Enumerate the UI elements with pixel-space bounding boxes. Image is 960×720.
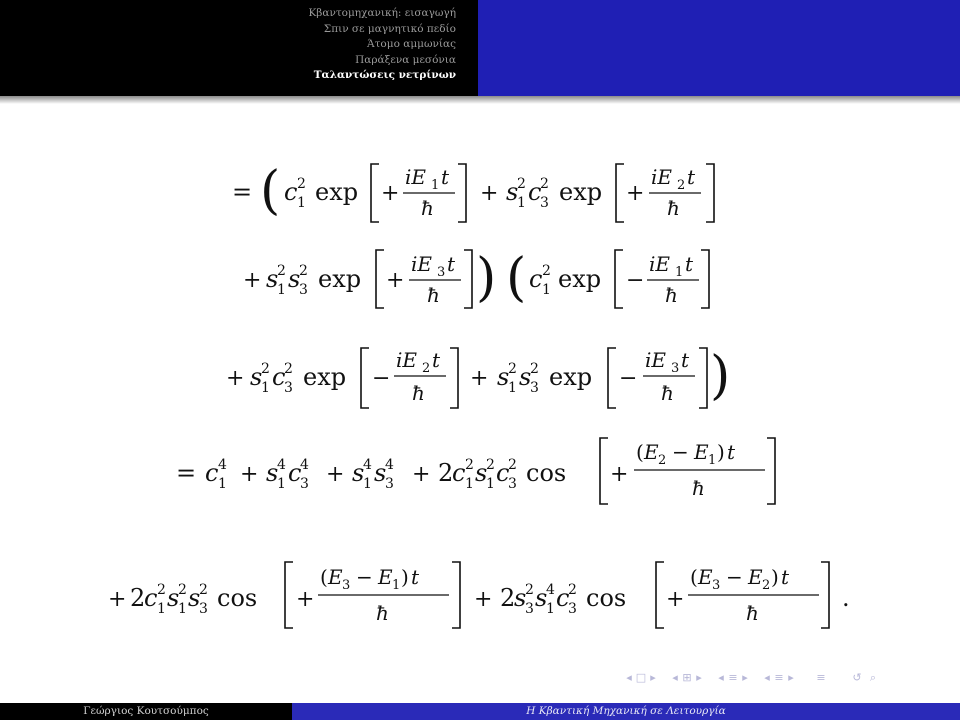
nav-right-icon[interactable]: ▸ (650, 671, 656, 684)
svg-text:E: E (748, 565, 763, 589)
svg-text:ħ: ħ (412, 381, 425, 405)
equation-line-1 (232, 161, 714, 222)
svg-text:+: + (381, 181, 400, 206)
svg-text:2: 2 (261, 361, 270, 377)
svg-text:ħ: ħ (746, 601, 759, 625)
svg-text:2: 2 (422, 361, 431, 376)
svg-text:): ) (717, 440, 725, 464)
section-right-icon[interactable]: ▸ (742, 671, 748, 684)
svg-text:2: 2 (525, 582, 534, 598)
svg-text:iE: iE (651, 165, 672, 189)
svg-text:+: + (296, 587, 315, 612)
svg-text:s: s (374, 459, 387, 487)
svg-text:2: 2 (500, 584, 516, 612)
svg-text:−: − (626, 268, 645, 293)
svg-text:3: 3 (671, 361, 680, 376)
svg-text:(: ( (636, 440, 644, 464)
svg-text:ħ: ħ (667, 196, 680, 220)
svg-text:1: 1 (363, 476, 372, 492)
svg-text:1: 1 (297, 195, 306, 211)
svg-text:s: s (514, 584, 527, 612)
subsection-right-icon[interactable]: ▸ (696, 671, 702, 684)
svg-text:t: t (685, 252, 694, 276)
footer-author: Γεώργιος Κουτσούμπος (0, 703, 292, 720)
svg-text:3: 3 (300, 476, 309, 492)
svg-text:+: + (108, 587, 127, 612)
svg-text:cos: cos (586, 584, 627, 612)
svg-text:t: t (441, 165, 450, 189)
svg-text:1: 1 (218, 476, 227, 492)
nav-item-kaons[interactable]: Παράξενα μεσόνια (355, 53, 456, 66)
svg-text:3: 3 (284, 380, 293, 396)
beamer-navigation-controls (622, 671, 952, 687)
svg-text:2: 2 (677, 178, 686, 193)
svg-text:s: s (266, 459, 279, 487)
svg-text:3: 3 (712, 578, 721, 593)
subsection-icon[interactable]: ⊞ (682, 671, 692, 684)
svg-text:s: s (497, 363, 510, 391)
svg-text:+: + (226, 366, 245, 391)
svg-text:s: s (288, 265, 301, 293)
subsection-left-icon[interactable]: ◂ (672, 671, 678, 684)
svg-text:4: 4 (546, 582, 555, 598)
doc-left-icon[interactable]: ◂ (764, 671, 770, 684)
svg-text:−: − (356, 565, 373, 589)
svg-text:E: E (698, 565, 713, 589)
svg-text:ħ: ħ (376, 601, 389, 625)
svg-text:1: 1 (277, 282, 286, 298)
svg-text:+: + (610, 462, 629, 487)
svg-text:−: − (672, 440, 689, 464)
slide-header (0, 0, 960, 96)
svg-text:s: s (506, 178, 519, 206)
svg-text:1: 1 (261, 380, 270, 396)
svg-text:2: 2 (438, 459, 454, 487)
nav-item-spin[interactable]: Σπιν σε μαγνητικό πεδίο (323, 22, 456, 35)
svg-text:4: 4 (300, 457, 309, 473)
svg-text:t: t (447, 252, 456, 276)
equation-line-2 (243, 248, 709, 308)
svg-text:−: − (372, 366, 391, 391)
svg-text:s: s (188, 584, 201, 612)
svg-text:3: 3 (530, 380, 539, 396)
svg-text:1: 1 (708, 453, 717, 468)
svg-text:c: c (272, 363, 286, 391)
svg-text:2: 2 (199, 582, 208, 598)
svg-text:s: s (519, 363, 532, 391)
svg-text:c: c (496, 459, 510, 487)
svg-text:): ) (476, 248, 497, 308)
doc-icon[interactable]: ≡ (774, 671, 784, 684)
svg-text:s: s (352, 459, 365, 487)
svg-text:2: 2 (508, 361, 517, 377)
svg-text:1: 1 (508, 380, 517, 396)
cos-function: cos (217, 584, 258, 612)
equation-block (0, 104, 960, 664)
svg-text:c: c (205, 459, 219, 487)
svg-text:−: − (726, 565, 743, 589)
svg-text:2: 2 (568, 582, 577, 598)
svg-text:+: + (666, 587, 685, 612)
svg-text:E: E (644, 440, 659, 464)
svg-text:c: c (144, 584, 158, 612)
svg-text:+: + (480, 181, 499, 206)
svg-text:2: 2 (530, 361, 539, 377)
svg-text:2: 2 (299, 263, 308, 279)
svg-text:3: 3 (525, 601, 534, 617)
equation-line-5 (108, 562, 850, 628)
section-left-icon[interactable]: ◂ (718, 671, 724, 684)
equation-line-3 (226, 346, 730, 408)
nav-item-intro[interactable]: Κβαντομηχανική: εισαγωγή (308, 7, 456, 19)
svg-text:1: 1 (486, 476, 495, 492)
svg-text:=: = (232, 178, 253, 206)
svg-text:t: t (727, 440, 736, 464)
svg-text:3: 3 (437, 265, 446, 280)
svg-text:c: c (528, 178, 542, 206)
svg-text:t: t (411, 565, 420, 589)
svg-text:exp: exp (315, 178, 359, 206)
svg-text:+: + (412, 462, 431, 487)
svg-text:s: s (475, 459, 488, 487)
svg-text:4: 4 (385, 457, 394, 473)
svg-text:−: − (619, 366, 638, 391)
svg-text:1: 1 (517, 195, 526, 211)
slide-footer (0, 703, 960, 720)
svg-text:): ) (771, 565, 779, 589)
svg-text:c: c (556, 584, 570, 612)
svg-text:2: 2 (508, 457, 517, 473)
svg-text:ħ: ħ (665, 283, 678, 307)
svg-text:iE: iE (405, 165, 426, 189)
svg-text:1: 1 (392, 578, 401, 593)
svg-text:ħ: ħ (661, 381, 674, 405)
svg-text:2: 2 (486, 457, 495, 473)
svg-text:ħ: ħ (692, 476, 705, 500)
svg-text:t: t (432, 348, 441, 372)
svg-text:1: 1 (542, 282, 551, 298)
svg-text:E: E (694, 440, 709, 464)
svg-text:3: 3 (299, 282, 308, 298)
svg-text:s: s (167, 584, 180, 612)
svg-text:2: 2 (157, 582, 166, 598)
undo-icon[interactable]: ↺ (852, 671, 862, 684)
svg-text:+: + (474, 587, 493, 612)
svg-text:E: E (378, 565, 393, 589)
svg-text:exp: exp (549, 363, 593, 391)
svg-text:1: 1 (546, 601, 555, 617)
svg-text:ħ: ħ (427, 283, 440, 307)
section-icon[interactable]: ≡ (728, 671, 738, 684)
svg-text:1: 1 (157, 601, 166, 617)
svg-text:c: c (288, 459, 302, 487)
svg-text:3: 3 (540, 195, 549, 211)
svg-text:2: 2 (178, 582, 187, 598)
svg-text:exp: exp (558, 265, 602, 293)
svg-text:2: 2 (284, 361, 293, 377)
frame-icon[interactable]: □ (635, 671, 647, 684)
svg-text:2: 2 (762, 578, 771, 593)
svg-text:t: t (681, 348, 690, 372)
svg-text:1: 1 (277, 476, 286, 492)
svg-text:exp: exp (318, 265, 362, 293)
svg-text:+: + (470, 366, 489, 391)
svg-text:exp: exp (559, 178, 603, 206)
header-nav-panel (0, 0, 478, 96)
align-icon[interactable]: ≡ (816, 671, 826, 684)
svg-text:exp: exp (303, 363, 347, 391)
svg-text:4: 4 (277, 457, 286, 473)
svg-text:3: 3 (508, 476, 517, 492)
nav-left-icon[interactable]: ◂ (626, 671, 632, 684)
svg-text:c: c (284, 178, 298, 206)
svg-text:2: 2 (297, 176, 306, 192)
svg-text:): ) (401, 565, 409, 589)
doc-right-icon[interactable]: ▸ (788, 671, 794, 684)
svg-text:(: ( (260, 161, 281, 221)
nav-item-neutrino[interactable]: Ταλαντώσεις νετρίνων (313, 69, 456, 81)
svg-text:iE: iE (396, 348, 417, 372)
svg-text:s: s (535, 584, 548, 612)
svg-text:(: ( (320, 565, 328, 589)
svg-text:(: ( (506, 248, 527, 308)
svg-text:2: 2 (658, 453, 667, 468)
svg-text:2: 2 (542, 263, 551, 279)
svg-text:2: 2 (130, 584, 146, 612)
svg-text:cos: cos (526, 459, 567, 487)
svg-text:2: 2 (277, 263, 286, 279)
svg-text:s: s (266, 265, 279, 293)
svg-text:+: + (243, 268, 262, 293)
header-color-panel (478, 0, 960, 96)
search-icon[interactable]: ⌕ (869, 671, 877, 684)
equation-svg (0, 104, 960, 664)
svg-text:t: t (781, 565, 790, 589)
svg-text:=: = (176, 459, 197, 487)
svg-text:(: ( (690, 565, 698, 589)
svg-text:s: s (250, 363, 263, 391)
svg-text:+: + (240, 462, 259, 487)
svg-text:E: E (328, 565, 343, 589)
svg-text:4: 4 (218, 457, 227, 473)
svg-text:iE: iE (645, 348, 666, 372)
svg-text:ħ: ħ (421, 196, 434, 220)
svg-text:3: 3 (385, 476, 394, 492)
nav-item-ammonia[interactable]: Άτομο αμμωνίας (367, 38, 456, 50)
svg-text:): ) (710, 346, 731, 406)
svg-text:1: 1 (675, 265, 684, 280)
svg-text:t: t (687, 165, 696, 189)
svg-text:2: 2 (517, 176, 526, 192)
svg-text:3: 3 (568, 601, 577, 617)
svg-text:+: + (326, 462, 345, 487)
header-shadow (0, 96, 960, 104)
equation-line-4 (176, 438, 775, 504)
svg-text:iE: iE (411, 252, 432, 276)
svg-text:3: 3 (199, 601, 208, 617)
svg-text:3: 3 (342, 578, 351, 593)
svg-text:c: c (452, 459, 466, 487)
footer-title: Η Κβαντική Μηχανική σε Λειτουργία (292, 703, 960, 720)
svg-text:4: 4 (363, 457, 372, 473)
svg-text:1: 1 (178, 601, 187, 617)
svg-text:1: 1 (465, 476, 474, 492)
svg-text:c: c (529, 265, 543, 293)
svg-text:+: + (386, 268, 405, 293)
svg-text:1: 1 (431, 178, 440, 193)
section-navigation (308, 6, 456, 84)
svg-text:2: 2 (465, 457, 474, 473)
equation-period: . (842, 584, 850, 612)
svg-text:2: 2 (540, 176, 549, 192)
svg-text:+: + (626, 181, 645, 206)
svg-text:iE: iE (649, 252, 670, 276)
